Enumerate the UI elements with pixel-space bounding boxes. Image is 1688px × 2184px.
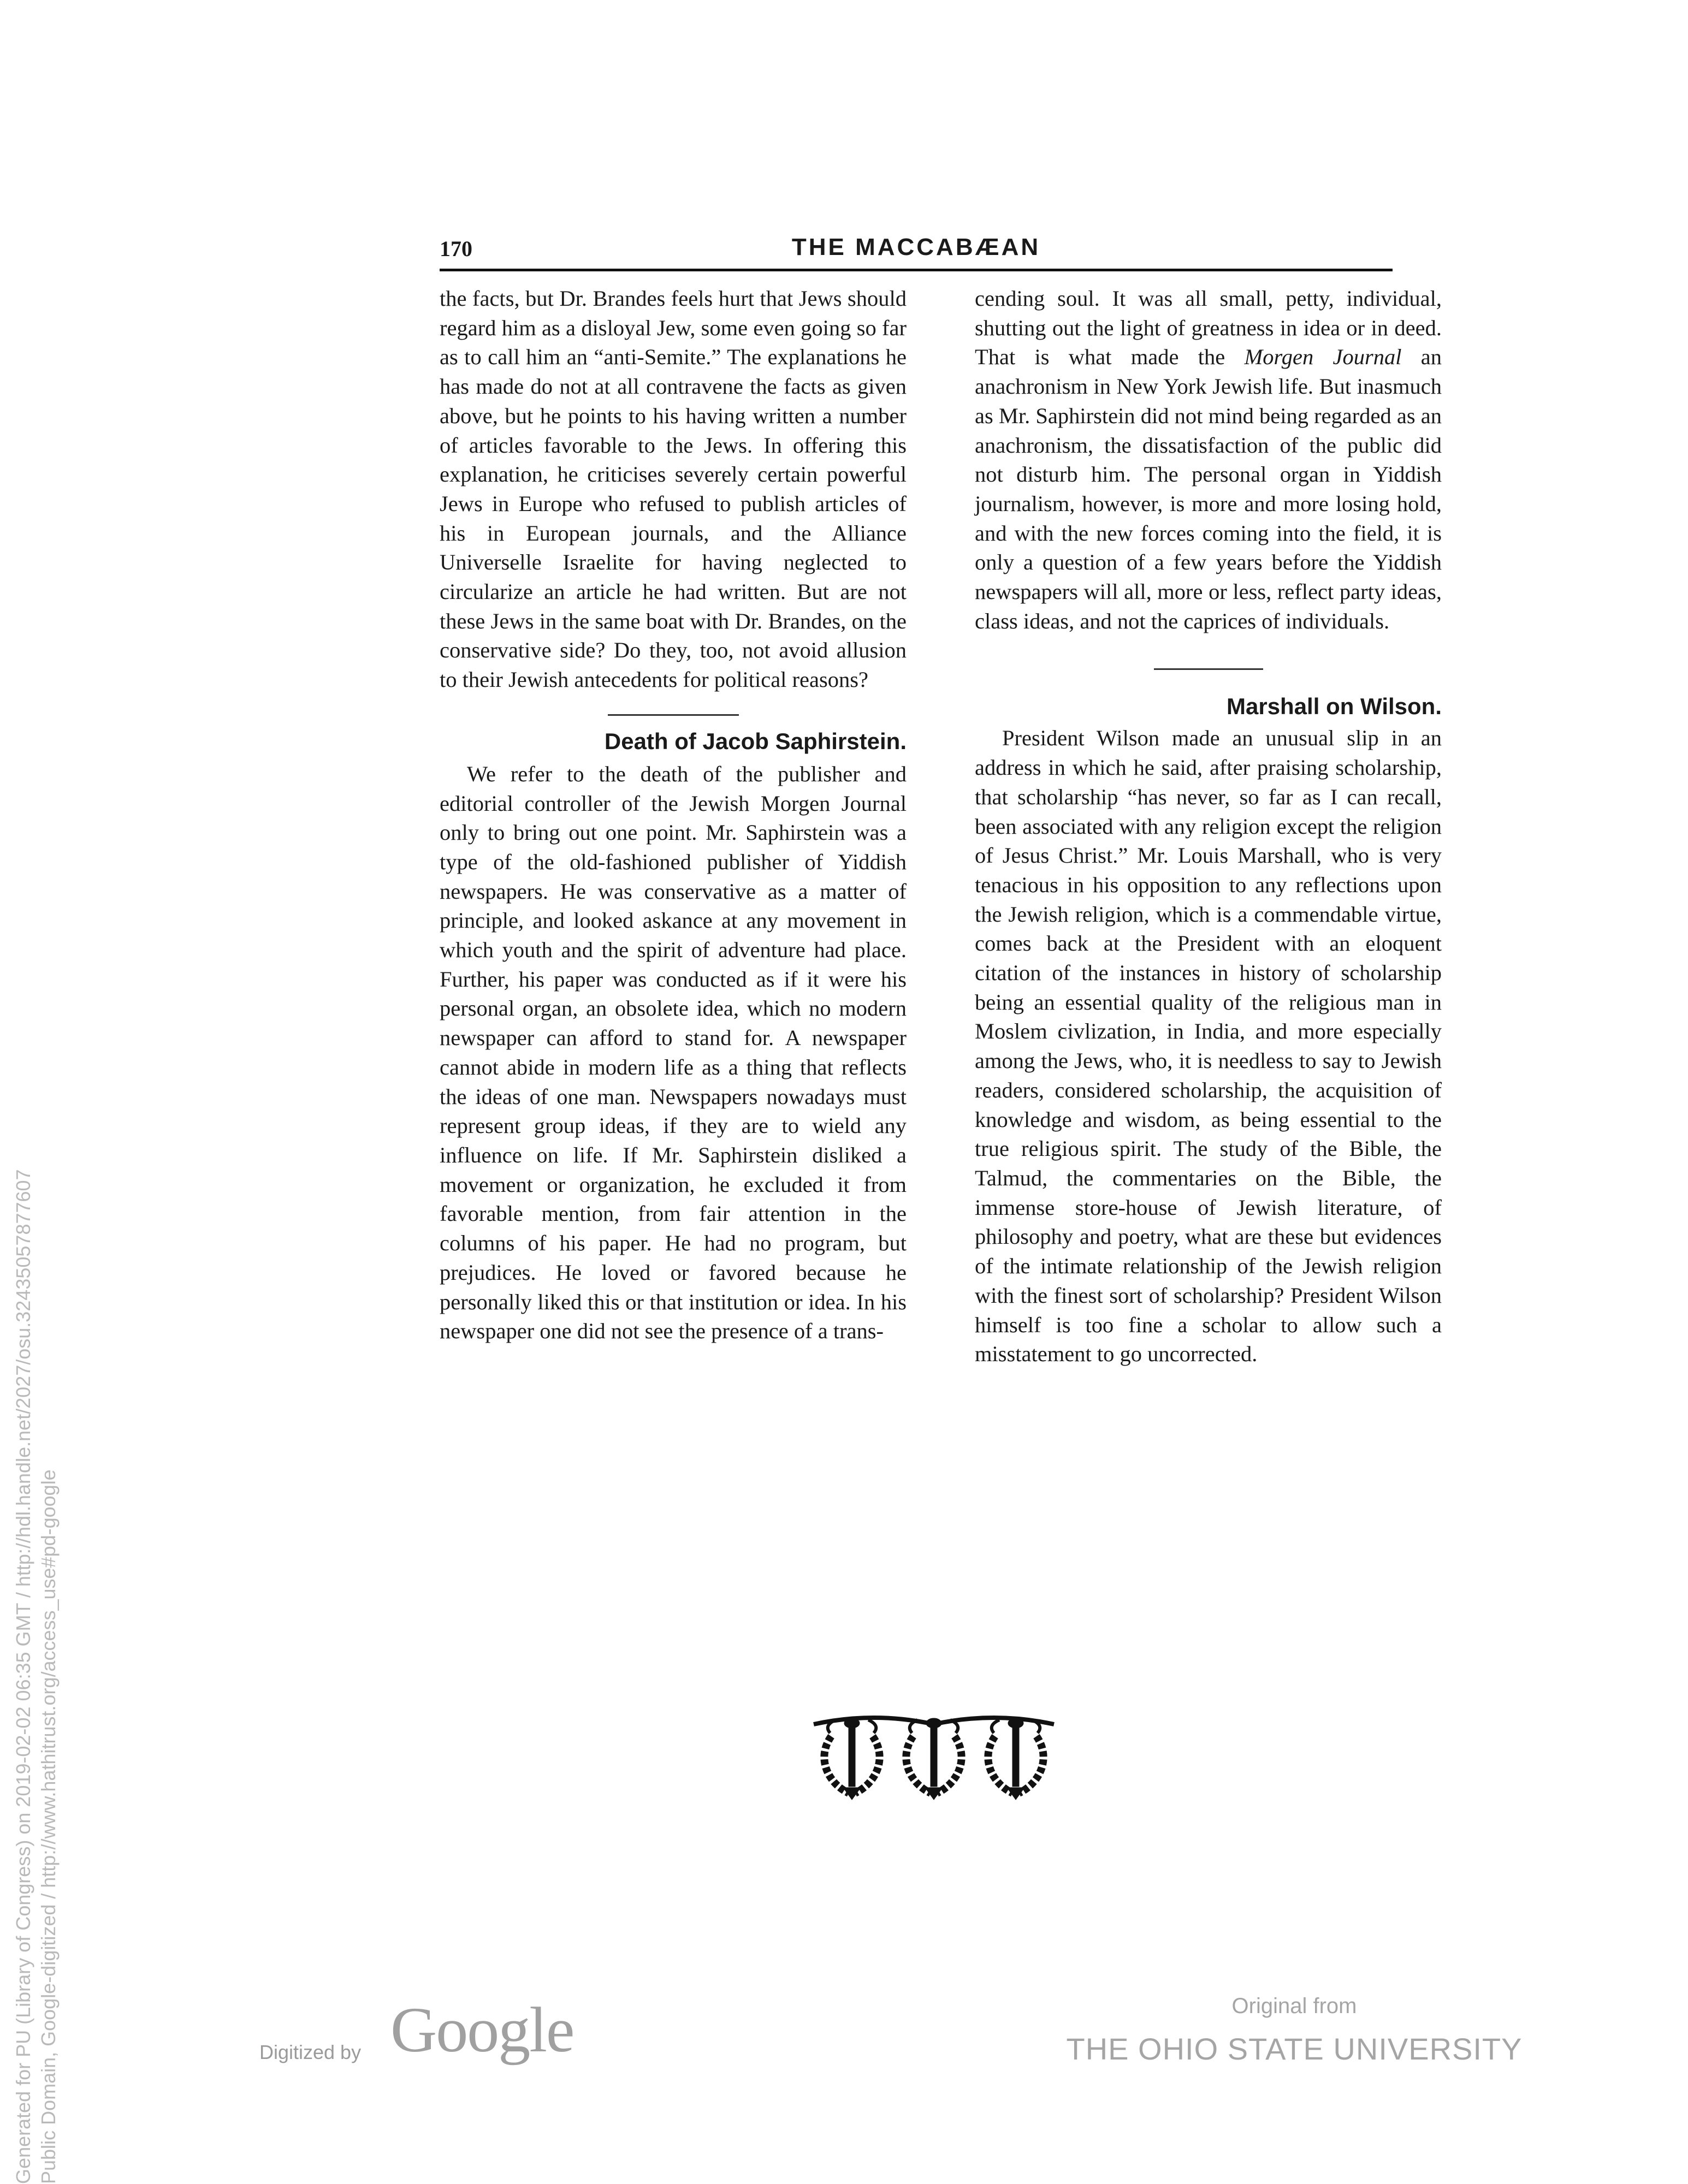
digitized-label: Digitized by [259, 2041, 362, 2063]
section-heading-saphirstein: Death of Jacob Saphirstein. [604, 728, 907, 754]
section-divider [608, 714, 739, 716]
section-heading-marshall: Marshall on Wilson. [1227, 693, 1442, 720]
page-header [440, 236, 1393, 268]
brandes-paragraph: the facts, but Dr. Brandes feels hurt that Jews should regard him as a disloyal Jew, some even going so far as to call him an “anti-Semite.” The explanations he has made do not at all contravene the facts as given above, but he points to his having written a number of articles favorable to the Jews. In offering this explanation, he criticises severely certain powerful Jews in Europe who refused to publish articles of his in European journals, and the Alliance Universelle Israelite for having neglected to circularize an article he had written. But are not these Jews in the same boat with Dr. Brandes, on the conservative side? Do they, too, not avoid allusion to their Jewish antecedents for political reasons? [440, 286, 907, 692]
hathitrust-watermark [11, 764, 61, 2184]
original-from-label: Original from [1231, 1994, 1357, 2018]
section-divider [1154, 668, 1263, 670]
paragraph-text: an anachronism in New York Jewish life. But inasmuch as Mr. Saphirstein did not mind being regarded as an anachronism, the dissatisfaction of the public did not disturb him. The personal organ in Yiddish journalism, however, is more and more losing hold, and with the new forces coming into the field, it is only a question of a few years before the Yiddish newspapers will all, more or less, reflect party ideas, class ideas, and not the caprices of individuals. [975, 345, 1442, 633]
right-column [975, 284, 1442, 1369]
header-rule [440, 269, 1393, 271]
google-logo: Google [390, 1994, 574, 2066]
digitized-by-google [259, 1993, 598, 2075]
marshall-paragraph: President Wilson made an unusual slip in an address in which he said, after praising scholarship, that scholarship “has never, so far as I can recall, been associated with any religion except the religion of Jesus Christ.” Mr. Louis Marshall, who is very tenacious in his opposition to any reflections upon the Jewish religion, which is a commendable virtue, comes back at the President with an eloquent citation of the instances in history of scholarship being an essential quality of the religious man in Moslem civlization, in India, and more especially among the Jews, who, it is needless to say to Jewish readers, considered scholarship, the acquisition of knowledge and wisdom, as being essential to the true religious spirit. The study of the Bible, the Talmud, the commentaries on the Bible, the immense store-house of Jewish literature, of philosophy and poetry, what are these but evidences of the intimate relationship of the Jewish religion with the finest sort of scholarship? President Wilson himself is too fine a scholar to allow such a misstatement to go uncorrected. [975, 726, 1442, 1367]
watermark-line: Public Domain, Google-digitized / http://www.hathitrust.org/access_use#pd-google [37, 1469, 60, 2184]
journal-title: THE MACCABÆAN [791, 234, 1041, 260]
ornament-icon [808, 1714, 1059, 1802]
saphirstein-paragraph: We refer to the death of the publisher and editorial controller of the Jewish Morgen Journal only to bring out one point. Mr. Saphirstein was a type of the old-fashioned publisher of Yiddish newspapers. He was conservative as a matter of principle, and looked askance at any movement in which youth and the spirit of adventure had place. Further, his paper was conducted as if it were his personal organ, an obsolete idea, which no modern newspaper can afford to stand for. A newspaper cannot abide in modern life as a thing that reflects the ideas of one man. Newspapers nowadays must represent group ideas, if they are to wield any influence on life. If Mr. Saphirstein disliked a movement or organization, he excluded it from favorable mention, from fair attention in the columns of his paper. He had no program, but prejudices. He loved or favored because he personally liked this or that institution or idea. In his newspaper one did not see the presence of a trans- [440, 761, 907, 1344]
institution-name: THE OHIO STATE UNIVERSITY [1066, 2032, 1523, 2066]
page-number: 170 [440, 236, 472, 261]
watermark-line: Generated for PU (Library of Congress) on 2019-02-02 06:35 GMT / http://hdl.handle.net/2027/osu.32435057877607 [12, 1169, 34, 2184]
morgen-journal-paragraph [975, 284, 1442, 636]
paragraph-text: cending soul. It was all small, petty, individual, shutting out the light of greatness in idea or in deed. That is what made the [975, 286, 1442, 370]
newspaper-title: Morgen Journal [1244, 345, 1402, 370]
left-column [440, 284, 907, 1346]
